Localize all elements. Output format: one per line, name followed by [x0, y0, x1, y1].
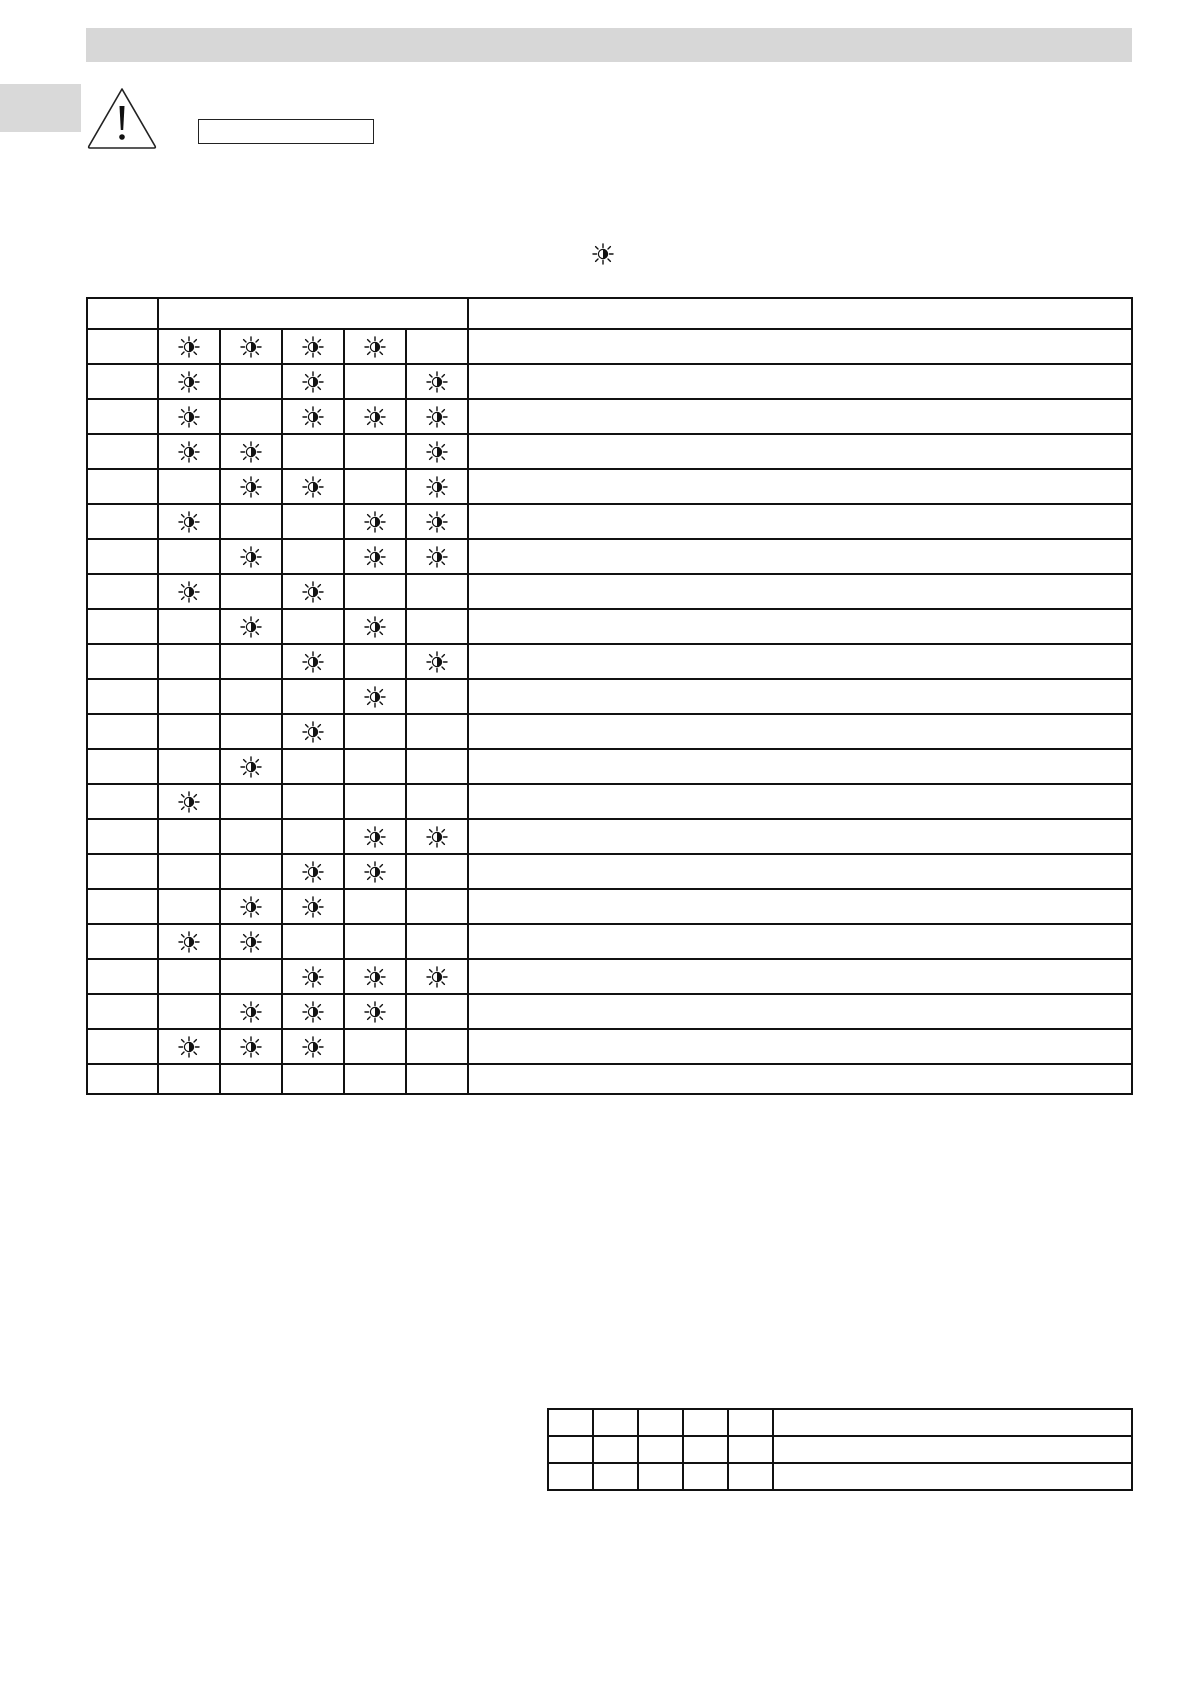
- led-cell-5: [406, 539, 468, 574]
- led-cell-4: [344, 504, 406, 539]
- code-cell: [87, 784, 158, 819]
- small-table-cell: [593, 1436, 638, 1463]
- table-row: [87, 469, 1132, 504]
- table-row: [87, 1064, 1132, 1094]
- code-cell: [87, 469, 158, 504]
- blinking-led-icon: [240, 1038, 262, 1055]
- table-row: [87, 399, 1132, 434]
- led-cell-1: [158, 924, 220, 959]
- blinking-led-icon: [426, 443, 448, 460]
- led-cell-1: [158, 644, 220, 679]
- led-cell-1: [158, 574, 220, 609]
- description-cell: [468, 609, 1132, 644]
- led-cell-1: [158, 994, 220, 1029]
- blinking-led-icon: [302, 478, 324, 495]
- led-cell-2: [220, 819, 282, 854]
- code-cell: [87, 434, 158, 469]
- blinking-led-icon: [426, 373, 448, 390]
- code-cell: [87, 959, 158, 994]
- code-cell: [87, 399, 158, 434]
- led-cell-5: [406, 1064, 468, 1094]
- blinking-led-icon: [240, 898, 262, 915]
- led-cell-2: [220, 749, 282, 784]
- led-cell-3: [282, 819, 344, 854]
- blinking-led-icon: [178, 408, 200, 425]
- led-cell-5: [406, 329, 468, 364]
- led-status-table-body: [87, 298, 1132, 1094]
- code-cell: [87, 644, 158, 679]
- code-cell: [87, 889, 158, 924]
- blinking-led-icon: [364, 968, 386, 985]
- small-table-cell: [728, 1436, 773, 1463]
- led-cell-2: [220, 1064, 282, 1094]
- code-cell: [87, 854, 158, 889]
- table-row: [87, 854, 1132, 889]
- section-header-bar: [86, 28, 1132, 62]
- description-cell: [468, 504, 1132, 539]
- blinking-led-icon: [178, 933, 200, 950]
- led-cell-3: [282, 329, 344, 364]
- description-cell: [468, 924, 1132, 959]
- led-cell-2: [220, 1029, 282, 1064]
- led-cell-2: [220, 609, 282, 644]
- led-cell-5: [406, 504, 468, 539]
- description-cell: [468, 889, 1132, 924]
- led-cell-3: [282, 364, 344, 399]
- blinking-led-icon: [302, 408, 324, 425]
- led-cell-3: [282, 644, 344, 679]
- blinking-led-icon: [178, 513, 200, 530]
- small-table-cell: [683, 1463, 728, 1490]
- led-cell-4: [344, 854, 406, 889]
- blinking-led-icon: [302, 373, 324, 390]
- code-cell: [87, 679, 158, 714]
- led-cell-5: [406, 714, 468, 749]
- led-cell-2: [220, 329, 282, 364]
- small-reference-table: [547, 1408, 1133, 1491]
- led-cell-3: [282, 1029, 344, 1064]
- code-cell: [87, 1064, 158, 1094]
- led-cell-5: [406, 784, 468, 819]
- blinking-led-icon: [364, 338, 386, 355]
- led-cell-4: [344, 714, 406, 749]
- table-row: [87, 714, 1132, 749]
- blinking-led-icon: [426, 828, 448, 845]
- blinking-led-icon: [240, 933, 262, 950]
- blinking-led-icon: [426, 513, 448, 530]
- led-cell-4: [344, 1064, 406, 1094]
- description-cell: [468, 644, 1132, 679]
- code-cell: [87, 504, 158, 539]
- led-cell-4: [344, 399, 406, 434]
- led-cell-3: [282, 714, 344, 749]
- table-row: [87, 364, 1132, 399]
- led-cell-2: [220, 854, 282, 889]
- led-cell-4: [344, 959, 406, 994]
- code-cell: [87, 714, 158, 749]
- led-cell-2: [220, 469, 282, 504]
- table-row: [87, 819, 1132, 854]
- table-row: [87, 1029, 1132, 1064]
- table-row: [87, 994, 1132, 1029]
- table-row: [87, 924, 1132, 959]
- description-cell: [468, 819, 1132, 854]
- blinking-led-icon: [240, 548, 262, 565]
- description-cell: [468, 399, 1132, 434]
- led-cell-3: [282, 889, 344, 924]
- description-cell: [468, 959, 1132, 994]
- description-column-header: [468, 298, 1132, 329]
- led-cell-2: [220, 924, 282, 959]
- code-cell: [87, 994, 158, 1029]
- blinking-led-icon: [426, 478, 448, 495]
- led-cell-4: [344, 329, 406, 364]
- description-cell: [468, 434, 1132, 469]
- blinking-led-icon: [178, 373, 200, 390]
- code-cell: [87, 924, 158, 959]
- small-table-cell: [683, 1436, 728, 1463]
- led-cell-5: [406, 609, 468, 644]
- blinking-led-icon: [364, 688, 386, 705]
- led-cell-1: [158, 749, 220, 784]
- description-cell: [468, 539, 1132, 574]
- blinking-led-icon: [364, 548, 386, 565]
- led-cell-5: [406, 679, 468, 714]
- table-row: [87, 644, 1132, 679]
- led-cell-1: [158, 784, 220, 819]
- table-row: [87, 889, 1132, 924]
- blinking-led-icon: [302, 863, 324, 880]
- led-cell-4: [344, 994, 406, 1029]
- led-cell-5: [406, 994, 468, 1029]
- table-row: [87, 574, 1132, 609]
- led-cell-2: [220, 959, 282, 994]
- small-reference-table-body: [548, 1409, 1132, 1490]
- blinking-led-icon: [240, 758, 262, 775]
- led-cell-5: [406, 924, 468, 959]
- warning-triangle-icon: [86, 86, 158, 150]
- small-table-cell: [638, 1409, 683, 1436]
- led-cell-4: [344, 434, 406, 469]
- code-cell: [87, 819, 158, 854]
- blinking-led-icon: [364, 408, 386, 425]
- led-cell-4: [344, 364, 406, 399]
- led-cell-3: [282, 854, 344, 889]
- led-cell-1: [158, 854, 220, 889]
- led-cell-4: [344, 539, 406, 574]
- blinking-led-icon: [426, 968, 448, 985]
- led-cell-1: [158, 539, 220, 574]
- led-cell-2: [220, 434, 282, 469]
- description-cell: [468, 1029, 1132, 1064]
- blinking-led-icon: [178, 1038, 200, 1055]
- blinking-led-icon: [426, 548, 448, 565]
- description-cell: [468, 749, 1132, 784]
- led-cell-3: [282, 539, 344, 574]
- blinking-led-icon: [364, 513, 386, 530]
- code-cell: [87, 329, 158, 364]
- table-row: [87, 749, 1132, 784]
- led-cell-4: [344, 819, 406, 854]
- blinking-led-icon: [302, 898, 324, 915]
- led-cell-2: [220, 889, 282, 924]
- small-table-cell: [548, 1409, 593, 1436]
- small-table-cell: [548, 1436, 593, 1463]
- led-cell-2: [220, 784, 282, 819]
- led-cell-4: [344, 644, 406, 679]
- led-cell-1: [158, 714, 220, 749]
- table-row: [87, 329, 1132, 364]
- description-cell: [468, 329, 1132, 364]
- led-cell-2: [220, 504, 282, 539]
- blinking-led-icon: [178, 338, 200, 355]
- blinking-led-icon: [178, 583, 200, 600]
- led-cell-5: [406, 819, 468, 854]
- small-table-cell: [638, 1463, 683, 1490]
- led-cell-5: [406, 889, 468, 924]
- small-table-cell: [773, 1436, 1132, 1463]
- led-cell-1: [158, 679, 220, 714]
- led-cell-2: [220, 399, 282, 434]
- led-cell-5: [406, 959, 468, 994]
- code-cell: [87, 574, 158, 609]
- description-cell: [468, 364, 1132, 399]
- blinking-led-icon: [302, 723, 324, 740]
- description-cell: [468, 1064, 1132, 1094]
- led-cell-3: [282, 504, 344, 539]
- description-cell: [468, 854, 1132, 889]
- led-cell-4: [344, 749, 406, 784]
- led-cell-3: [282, 434, 344, 469]
- blinking-led-icon: [302, 338, 324, 355]
- led-cell-2: [220, 679, 282, 714]
- small-table-cell: [773, 1463, 1132, 1490]
- leds-column-header: [158, 298, 468, 329]
- blinking-led-icon: [302, 968, 324, 985]
- led-cell-3: [282, 469, 344, 504]
- code-column-header: [87, 298, 158, 329]
- led-cell-3: [282, 924, 344, 959]
- led-cell-3: [282, 959, 344, 994]
- led-cell-1: [158, 959, 220, 994]
- table-row: [87, 434, 1132, 469]
- small-table-cell: [683, 1409, 728, 1436]
- table-row: [87, 959, 1132, 994]
- blinking-led-icon: [364, 863, 386, 880]
- blinking-led-icon: [302, 1003, 324, 1020]
- small-table-row: [548, 1409, 1132, 1436]
- led-cell-3: [282, 679, 344, 714]
- led-cell-1: [158, 609, 220, 644]
- led-cell-4: [344, 469, 406, 504]
- led-cell-5: [406, 434, 468, 469]
- led-cell-4: [344, 574, 406, 609]
- led-cell-1: [158, 469, 220, 504]
- small-table-cell: [728, 1463, 773, 1490]
- code-cell: [87, 749, 158, 784]
- table-row: [87, 784, 1132, 819]
- small-table-cell: [593, 1409, 638, 1436]
- led-cell-1: [158, 819, 220, 854]
- blinking-led-icon: [240, 338, 262, 355]
- led-cell-3: [282, 749, 344, 784]
- led-cell-5: [406, 854, 468, 889]
- small-table-cell: [548, 1463, 593, 1490]
- led-cell-2: [220, 714, 282, 749]
- led-cell-1: [158, 329, 220, 364]
- led-cell-5: [406, 469, 468, 504]
- led-cell-1: [158, 364, 220, 399]
- led-cell-1: [158, 1064, 220, 1094]
- led-cell-1: [158, 434, 220, 469]
- blinking-led-icon: [302, 1038, 324, 1055]
- blinking-led-icon: [302, 583, 324, 600]
- led-cell-4: [344, 1029, 406, 1064]
- led-cell-3: [282, 1064, 344, 1094]
- blinking-led-icon: [364, 618, 386, 635]
- table-header-row: [87, 298, 1132, 329]
- led-cell-3: [282, 784, 344, 819]
- code-cell: [87, 609, 158, 644]
- blinking-led-icon: [592, 243, 614, 265]
- small-table-row: [548, 1436, 1132, 1463]
- led-cell-5: [406, 399, 468, 434]
- blinking-led-icon: [240, 618, 262, 635]
- led-cell-1: [158, 889, 220, 924]
- led-cell-4: [344, 679, 406, 714]
- led-cell-3: [282, 399, 344, 434]
- led-cell-1: [158, 1029, 220, 1064]
- led-cell-4: [344, 889, 406, 924]
- led-cell-1: [158, 399, 220, 434]
- description-cell: [468, 469, 1132, 504]
- code-cell: [87, 539, 158, 574]
- blinking-led-icon: [426, 408, 448, 425]
- led-cell-2: [220, 644, 282, 679]
- led-cell-5: [406, 749, 468, 784]
- small-table-cell: [773, 1409, 1132, 1436]
- small-table-cell: [638, 1436, 683, 1463]
- led-cell-3: [282, 609, 344, 644]
- blinking-led-icon: [302, 653, 324, 670]
- blinking-led-icon: [426, 653, 448, 670]
- code-cell: [87, 364, 158, 399]
- description-cell: [468, 714, 1132, 749]
- blinking-led-icon: [240, 478, 262, 495]
- blinking-led-icon: [240, 1003, 262, 1020]
- led-cell-2: [220, 539, 282, 574]
- small-table-cell: [593, 1463, 638, 1490]
- code-cell: [87, 1029, 158, 1064]
- led-cell-5: [406, 364, 468, 399]
- table-row: [87, 679, 1132, 714]
- blinking-led-icon: [364, 828, 386, 845]
- description-cell: [468, 679, 1132, 714]
- led-cell-2: [220, 364, 282, 399]
- small-table-cell: [728, 1409, 773, 1436]
- led-status-table: [86, 297, 1133, 1095]
- led-cell-2: [220, 994, 282, 1029]
- table-row: [87, 504, 1132, 539]
- led-cell-3: [282, 574, 344, 609]
- blinking-led-icon: [364, 1003, 386, 1020]
- warning-label-box: [198, 119, 374, 144]
- description-cell: [468, 784, 1132, 819]
- led-cell-2: [220, 574, 282, 609]
- led-cell-4: [344, 924, 406, 959]
- small-table-row: [548, 1463, 1132, 1490]
- led-cell-5: [406, 1029, 468, 1064]
- language-side-tab: [0, 84, 81, 132]
- description-cell: [468, 994, 1132, 1029]
- description-cell: [468, 574, 1132, 609]
- blinking-led-icon: [240, 443, 262, 460]
- table-row: [87, 609, 1132, 644]
- led-cell-4: [344, 784, 406, 819]
- table-row: [87, 539, 1132, 574]
- led-cell-1: [158, 504, 220, 539]
- blinking-led-icon: [178, 443, 200, 460]
- led-cell-3: [282, 994, 344, 1029]
- led-cell-4: [344, 609, 406, 644]
- blinking-led-icon: [178, 793, 200, 810]
- led-cell-5: [406, 644, 468, 679]
- led-cell-5: [406, 574, 468, 609]
